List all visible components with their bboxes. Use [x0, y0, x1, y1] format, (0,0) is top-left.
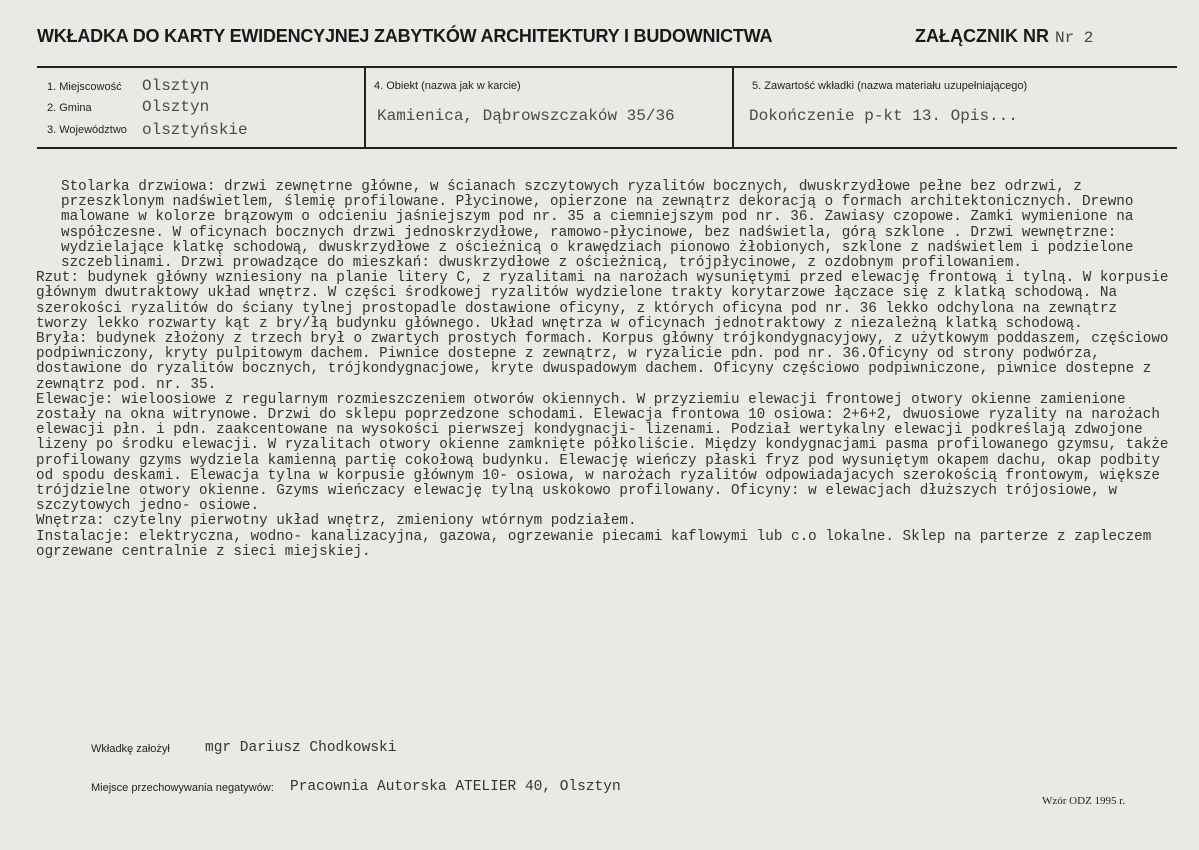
- voivodeship-value: olsztyńskie: [142, 121, 248, 139]
- document-title: WKŁADKA DO KARTY EWIDENCYJNEJ ZABYTKÓW ARCHITEKTURY I BUDOWNICTWA: [37, 26, 773, 46]
- municipality-value: Olsztyn: [142, 98, 210, 116]
- annex-number: [915, 26, 1093, 47]
- paragraph-wnetrza: Wnętrza: czytelny pierwotny układ wnętrz, zmieniony wtórnym podziałem.: [36, 513, 637, 530]
- column-divider-2: [732, 67, 734, 148]
- content-value: Dokończenie p-kt 13. Opis...: [749, 107, 1018, 125]
- form-code: Wzór ODZ 1995 r.: [1042, 795, 1126, 807]
- author-label: Wkładkę założył: [91, 743, 170, 755]
- locality-label: 1. Miejscowość: [47, 81, 122, 93]
- content-label: 5. Zawartość wkładki (nazwa materiału uzupełniającego): [752, 80, 1028, 92]
- object-value: Kamienica, Dąbrowszczaków 35/36: [377, 107, 675, 125]
- paragraph-elewacje: Elewacje: wieloosiowe z regularnym rozmieszczeniem otworów okiennych. W przyziemiu elewacji frontowej otwory okienne zamienione zostały na okna witrynowe. Drzwi do sklepu poprzedzone schodami. Elewacja frontowa 10 osiowa: 2+6+2, dwuosiowe ryzality na narożach elewacji płn. i pdn. zaakcentowane na wysokości pierwszej kondygnacji- lizenami. Podział wertykalny elewacji podkreślają zdwojone lizeny po środku elewacji. W ryzalitach otwory okienne zamknięte półkoliście. Między kondygnacjami pasma profilowanego gzymsu, także profilowany gzyms wydziela kamienną partię cokołową budynku. Elewację wieńczy płaski fryz pod wysuniętym okapem dachu, okap podbity od spodu deskami. Elewacja tylna w korpusie głównym 10- osiowa, w narożach ryzalitów odpowiadajacych szerokością frontowym, większe trójdzielne otwory okienne. Gzyms wieńczacy elewację tylną uskokowo profilowany. Oficyny: w elewacjach dłuższych trójosiowe, w szczytowych jedno- osiowe.: [36, 391, 1169, 515]
- author-value: mgr Dariusz Chodkowski: [205, 740, 397, 756]
- annex-value: Nr 2: [1054, 29, 1094, 47]
- storage-value: Pracownia Autorska ATELIER 40, Olsztyn: [290, 779, 621, 795]
- voivodeship-label: 3. Województwo: [47, 124, 127, 136]
- column-divider-1: [364, 67, 366, 148]
- locality-value: Olsztyn: [142, 77, 210, 95]
- annex-label: ZAŁĄCZNIK NR: [915, 26, 1049, 46]
- paragraph-instalacje: Instalacje: elektryczna, wodno- kanalizacyjna, gazowa, ogrzewanie piecami kaflowymi lub c.o lokalne. Sklep na parterze z zapleczem ogrzewane centralnie z sieci miejskiej.: [36, 528, 1152, 560]
- storage-label: Miejsce przechowywania negatywów:: [91, 782, 274, 794]
- object-label: 4. Obiekt (nazwa jak w karcie): [374, 80, 521, 92]
- header-top-rule: [37, 66, 1177, 68]
- header-bottom-rule: [37, 147, 1177, 149]
- paragraph-stolarka: Stolarka drzwiowa: drzwi zewnętrne główne, w ścianach szczytowych ryzalitów bocznych, dwuskrzydłowe pełne bez odrzwi, z przeszklonym nadświetlem, ślemię profilowane. Płycinowe, opierzone na zewnątrz dekoracją o formach architektonicznych. Drewno malowane w kolorze brązowym o odcieniu jaśniejszym pod nr. 35 a ciemniejszym pod nr. 36. Zawiasy czopowe. Zamki wymienione na współczesne. W oficynach bocznych drzwi jednoskrzydłowe, ramowo-płycinowe, bez nadświetla, górą szklone . Drzwi wewnętrzne: wydzielające klatkę schodową, dwuskrzydłowe z ościeżnicą o krawędziach pionowo żłobionych, szklone z nadświetlem i podzielone szczeblinami. Drzwi prowadzące do mieszkań: dwuskrzydłowe z ościeżnicą, trójpłycinowe, z ozdobnym profilowaniem.: [61, 179, 1134, 272]
- description-body: [36, 179, 1171, 560]
- paragraph-rzut: Rzut: budynek główny wzniesiony na planie litery C, z ryzalitami na narożach wysuniętymi przed elewację frontową i tylną. W korpusie głównym dwutraktowy układ wnętrz. W części środkowej ryzalitów wydzielone trakty korytarzowe łączace się z klatką schodową. Na szerokości ryzalitów do ściany tylnej prostopadle dostawione oficyny, z których oficyna pod nr. 36 lekko odchylona na zewnątrz tworzy lekko rozwarty kąt z bry/łą budynku głównego. Układ wnętrza w oficynach jednotraktowy z niezależną klatką schodową.: [36, 270, 1169, 332]
- municipality-label: 2. Gmina: [47, 102, 92, 114]
- paragraph-bryla: Bryła: budynek złożony z trzech brył o zwartych prostych formach. Korpus główny trójkondygnacyjowy, z użytkowym poddaszem, częściowo podpiwniczony, kryty pulpitowym dachem. Piwnice dostepne z zewnątrz, w ryzalicie pdn. pod nr. 36.Oficyny od strony podwórza, dostawione do ryzalitów bocznych, trójkondygnacjowe, kryte dwuspadowym dachem. Oficyny częściowo podpiwniczone, piwnice dostepne z zewnątrz pod. nr. 35.: [36, 331, 1169, 393]
